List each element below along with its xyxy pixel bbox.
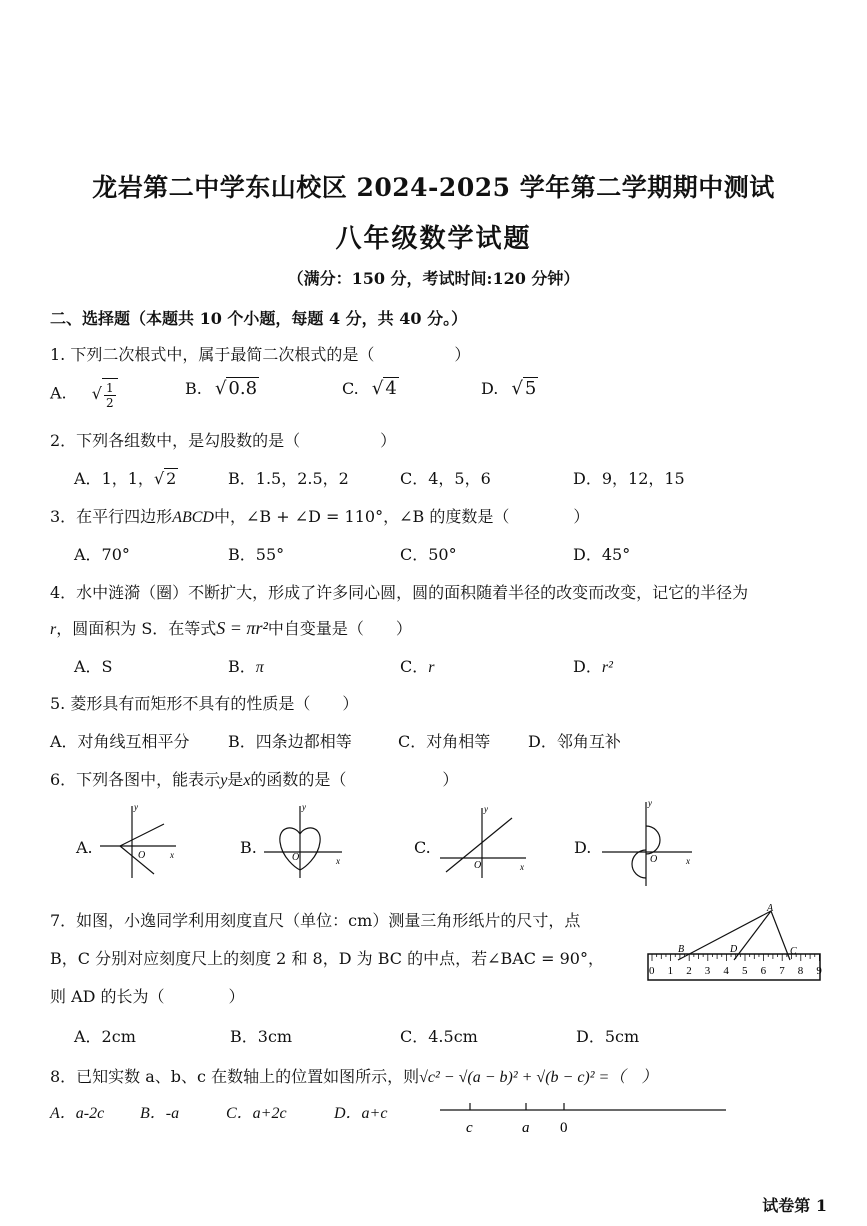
exam-info: （满分：150 分，考试时间:120 分钟）	[287, 269, 580, 288]
q6b-x-label: x	[336, 856, 340, 866]
q5-option-b: B．四条边都相等	[228, 732, 352, 751]
q7-ruler-figure	[640, 902, 822, 984]
q1-option-b: B. √ 0.8	[185, 378, 258, 399]
q7-option-d: D．5cm	[576, 1027, 640, 1046]
q7-line1: 7．如图，小逸同学利用刻度直尺（单位：cm）测量三角形纸片的尺寸，点	[50, 911, 581, 930]
q7-label-b: B	[678, 944, 685, 955]
exam-title: 龙岩第二中学东山校区 2024-2025 学年第二学期期中测试	[92, 173, 775, 202]
q7-side-ac	[771, 911, 790, 960]
q7-line3: 则 AD 的长为（ ）	[50, 987, 245, 1006]
q1-a-label: A.	[50, 383, 67, 403]
q7-label-d: D	[730, 944, 738, 955]
q6-graph-a	[98, 800, 180, 880]
q5-option-d: D．邻角互补	[528, 732, 621, 751]
q7-option-b: B．3cm	[230, 1027, 293, 1046]
q6-graph-d	[598, 796, 698, 888]
q6-graph-b	[258, 800, 348, 880]
q8-stem-prefix: 8．已知实数 a、b、c 在数轴上的位置如图所示，则	[50, 1067, 420, 1086]
q4-b-label: B．	[228, 657, 256, 676]
q3-option-c: C．50°	[400, 545, 457, 564]
q8-number-line	[436, 1094, 732, 1140]
q4-c-value: r	[428, 659, 435, 676]
ruler-number: 8	[797, 965, 804, 977]
q6a-curve	[120, 824, 164, 846]
q3-option-a: A．70°	[74, 545, 130, 564]
q1-a-numerator: 1	[105, 381, 114, 395]
q4-formula: S = πr²	[216, 618, 268, 638]
q8-label-a: a	[522, 1120, 530, 1136]
q6b-y-label: y	[302, 802, 306, 812]
q8-option-c: C．a+2c	[226, 1105, 287, 1122]
q6-stem-end: 的函数的是（ ）	[250, 770, 459, 789]
q6-option-b-label: B.	[240, 838, 257, 857]
q4-line1: 4．水中涟漪（圈）不断扩大，形成了许多同心圆，圆的面积随着半径的改变而改变，记它的半径为	[50, 583, 749, 602]
q4-b-value: π	[255, 659, 264, 676]
q4-line2-end: 中自变量是（ ）	[267, 619, 412, 638]
ruler-number: 7	[779, 965, 785, 977]
q6d-curve	[646, 826, 660, 854]
exam-subtitle: 八年级数学试题	[335, 224, 532, 254]
q4-option-c	[400, 654, 434, 677]
q1-a-fraction	[102, 378, 118, 410]
q2-option-c: C．4，5，6	[400, 469, 491, 488]
q5-stem: 5. 菱形具有而矩形不具有的性质是（ ）	[50, 694, 359, 713]
q2-option-a: A．1，1，√ 2	[74, 469, 177, 488]
ruler-number: 9	[816, 965, 822, 977]
q8-option-b: B．-a	[140, 1105, 180, 1122]
ruler-number: 1	[667, 965, 674, 977]
q6d-x-label: x	[686, 856, 690, 866]
q1-b-label: B.	[185, 379, 202, 398]
q4-c-label: C．	[400, 657, 429, 676]
q6c-x-label: x	[520, 862, 524, 872]
q3-stem-rest: 中，∠B + ∠D = 110°，∠B 的度数是（ ）	[213, 507, 590, 526]
q7-segment-ad	[734, 911, 771, 960]
q4-d-value: r²	[601, 659, 613, 676]
q1-c-radicand: 4	[385, 378, 397, 399]
q6-option-a-label: A.	[76, 838, 93, 857]
q7-option-a: A．2cm	[74, 1027, 136, 1046]
q3-option-b: B．55°	[228, 545, 285, 564]
q1-option-c: C. √ 4	[342, 378, 397, 399]
q6d-curve	[632, 850, 646, 878]
section-heading: 二、选择题（本题共 10 个小题，每题 4 分，共 40 分。）	[50, 309, 468, 328]
q8-label-zero: 0	[560, 1120, 568, 1136]
ruler-number: 5	[742, 965, 748, 977]
q2-option-b: B．1.5，2.5，2	[228, 469, 349, 488]
ruler-number: 3	[704, 965, 711, 977]
q6-option-d-label: D.	[574, 838, 592, 857]
q6c-origin: O	[474, 860, 482, 871]
q1-d-label: D.	[481, 379, 499, 398]
q1-stem: 1. 下列二次根式中，属于最简二次根式的是（ ）	[50, 345, 471, 364]
q1-d-radicand: 5	[524, 378, 537, 399]
q3-option-d: D．45°	[573, 545, 631, 564]
q4-d-label: D．	[573, 657, 602, 676]
q3-stem-prefix: 3．在平行四边形	[50, 507, 173, 526]
q1-c-label: C.	[342, 379, 359, 398]
q6b-origin: O	[292, 852, 300, 863]
q6a-curve	[120, 846, 154, 874]
q8-option-a: A．a-2c	[50, 1105, 105, 1122]
q5-option-a: A．对角线互相平分	[50, 732, 190, 751]
q4-r: r	[50, 621, 57, 638]
q7-line2: B，C 分别对应刻度尺上的刻度 2 和 8，D 为 BC 的中点，若∠BAC = 90°，	[50, 949, 604, 968]
q6d-origin: O	[650, 854, 658, 865]
q5-option-c: C．对角相等	[398, 732, 491, 751]
q7-label-c: C	[790, 946, 797, 957]
q4-line2	[50, 616, 412, 639]
q8-option-d: D．a+c	[334, 1105, 388, 1122]
page-footer: 试卷第 1	[762, 1196, 827, 1215]
ruler-number: 0	[649, 965, 655, 977]
q6-var-x: x	[243, 772, 251, 789]
q6-stem	[50, 767, 458, 790]
q7-ruler	[648, 954, 820, 980]
q8-label-c: c	[466, 1120, 473, 1136]
q1-b-radicand: 0.8	[228, 378, 258, 399]
q7-option-c: C．4.5cm	[400, 1027, 478, 1046]
q1-option-a: A. √ $\frac{1}{2}$	[50, 378, 118, 410]
q6-stem-prefix: 6．下列各图中，能表示	[50, 770, 221, 789]
q6-graph-c	[436, 800, 532, 880]
q8-expression: √c² − √(a − b)² + √(b − c)² =（ ）	[419, 1069, 658, 1086]
ruler-number: 6	[760, 965, 767, 977]
q6a-y-label: y	[134, 802, 138, 812]
q3-stem	[50, 504, 589, 527]
q1-option-d: D. √ 5	[481, 378, 537, 399]
q6d-y-label: y	[648, 798, 652, 808]
q2-a-text: 1，1，	[101, 469, 154, 488]
q6-var-y: y	[220, 772, 228, 789]
ruler-number: 2	[686, 965, 692, 977]
q6-option-c-label: C.	[414, 838, 431, 857]
q6-stem-mid: 是	[227, 770, 244, 789]
q6c-y-label: y	[484, 804, 488, 814]
ruler-number: 4	[723, 965, 729, 977]
q1-a-denominator: 2	[105, 396, 114, 410]
q8-stem	[50, 1064, 657, 1087]
q2-a-radicand: 2	[166, 469, 177, 488]
q4-option-b	[228, 654, 264, 677]
q2-stem: 2．下列各组数中，是勾股数的是（ ）	[50, 431, 397, 450]
q4-line2-mid: ，圆面积为 S．在等式	[56, 619, 217, 638]
q7-label-a: A	[767, 903, 774, 914]
q2-option-d: D．9，12，15	[573, 469, 685, 488]
q7-side-ab	[678, 911, 771, 960]
q6a-x-label: x	[170, 850, 174, 860]
q4-option-a: A．S	[74, 657, 113, 676]
q2-a-label: A．	[74, 469, 102, 488]
q4-option-d	[573, 654, 613, 677]
q6a-origin: O	[138, 850, 146, 861]
q3-figure-name: ABCD	[172, 509, 214, 526]
